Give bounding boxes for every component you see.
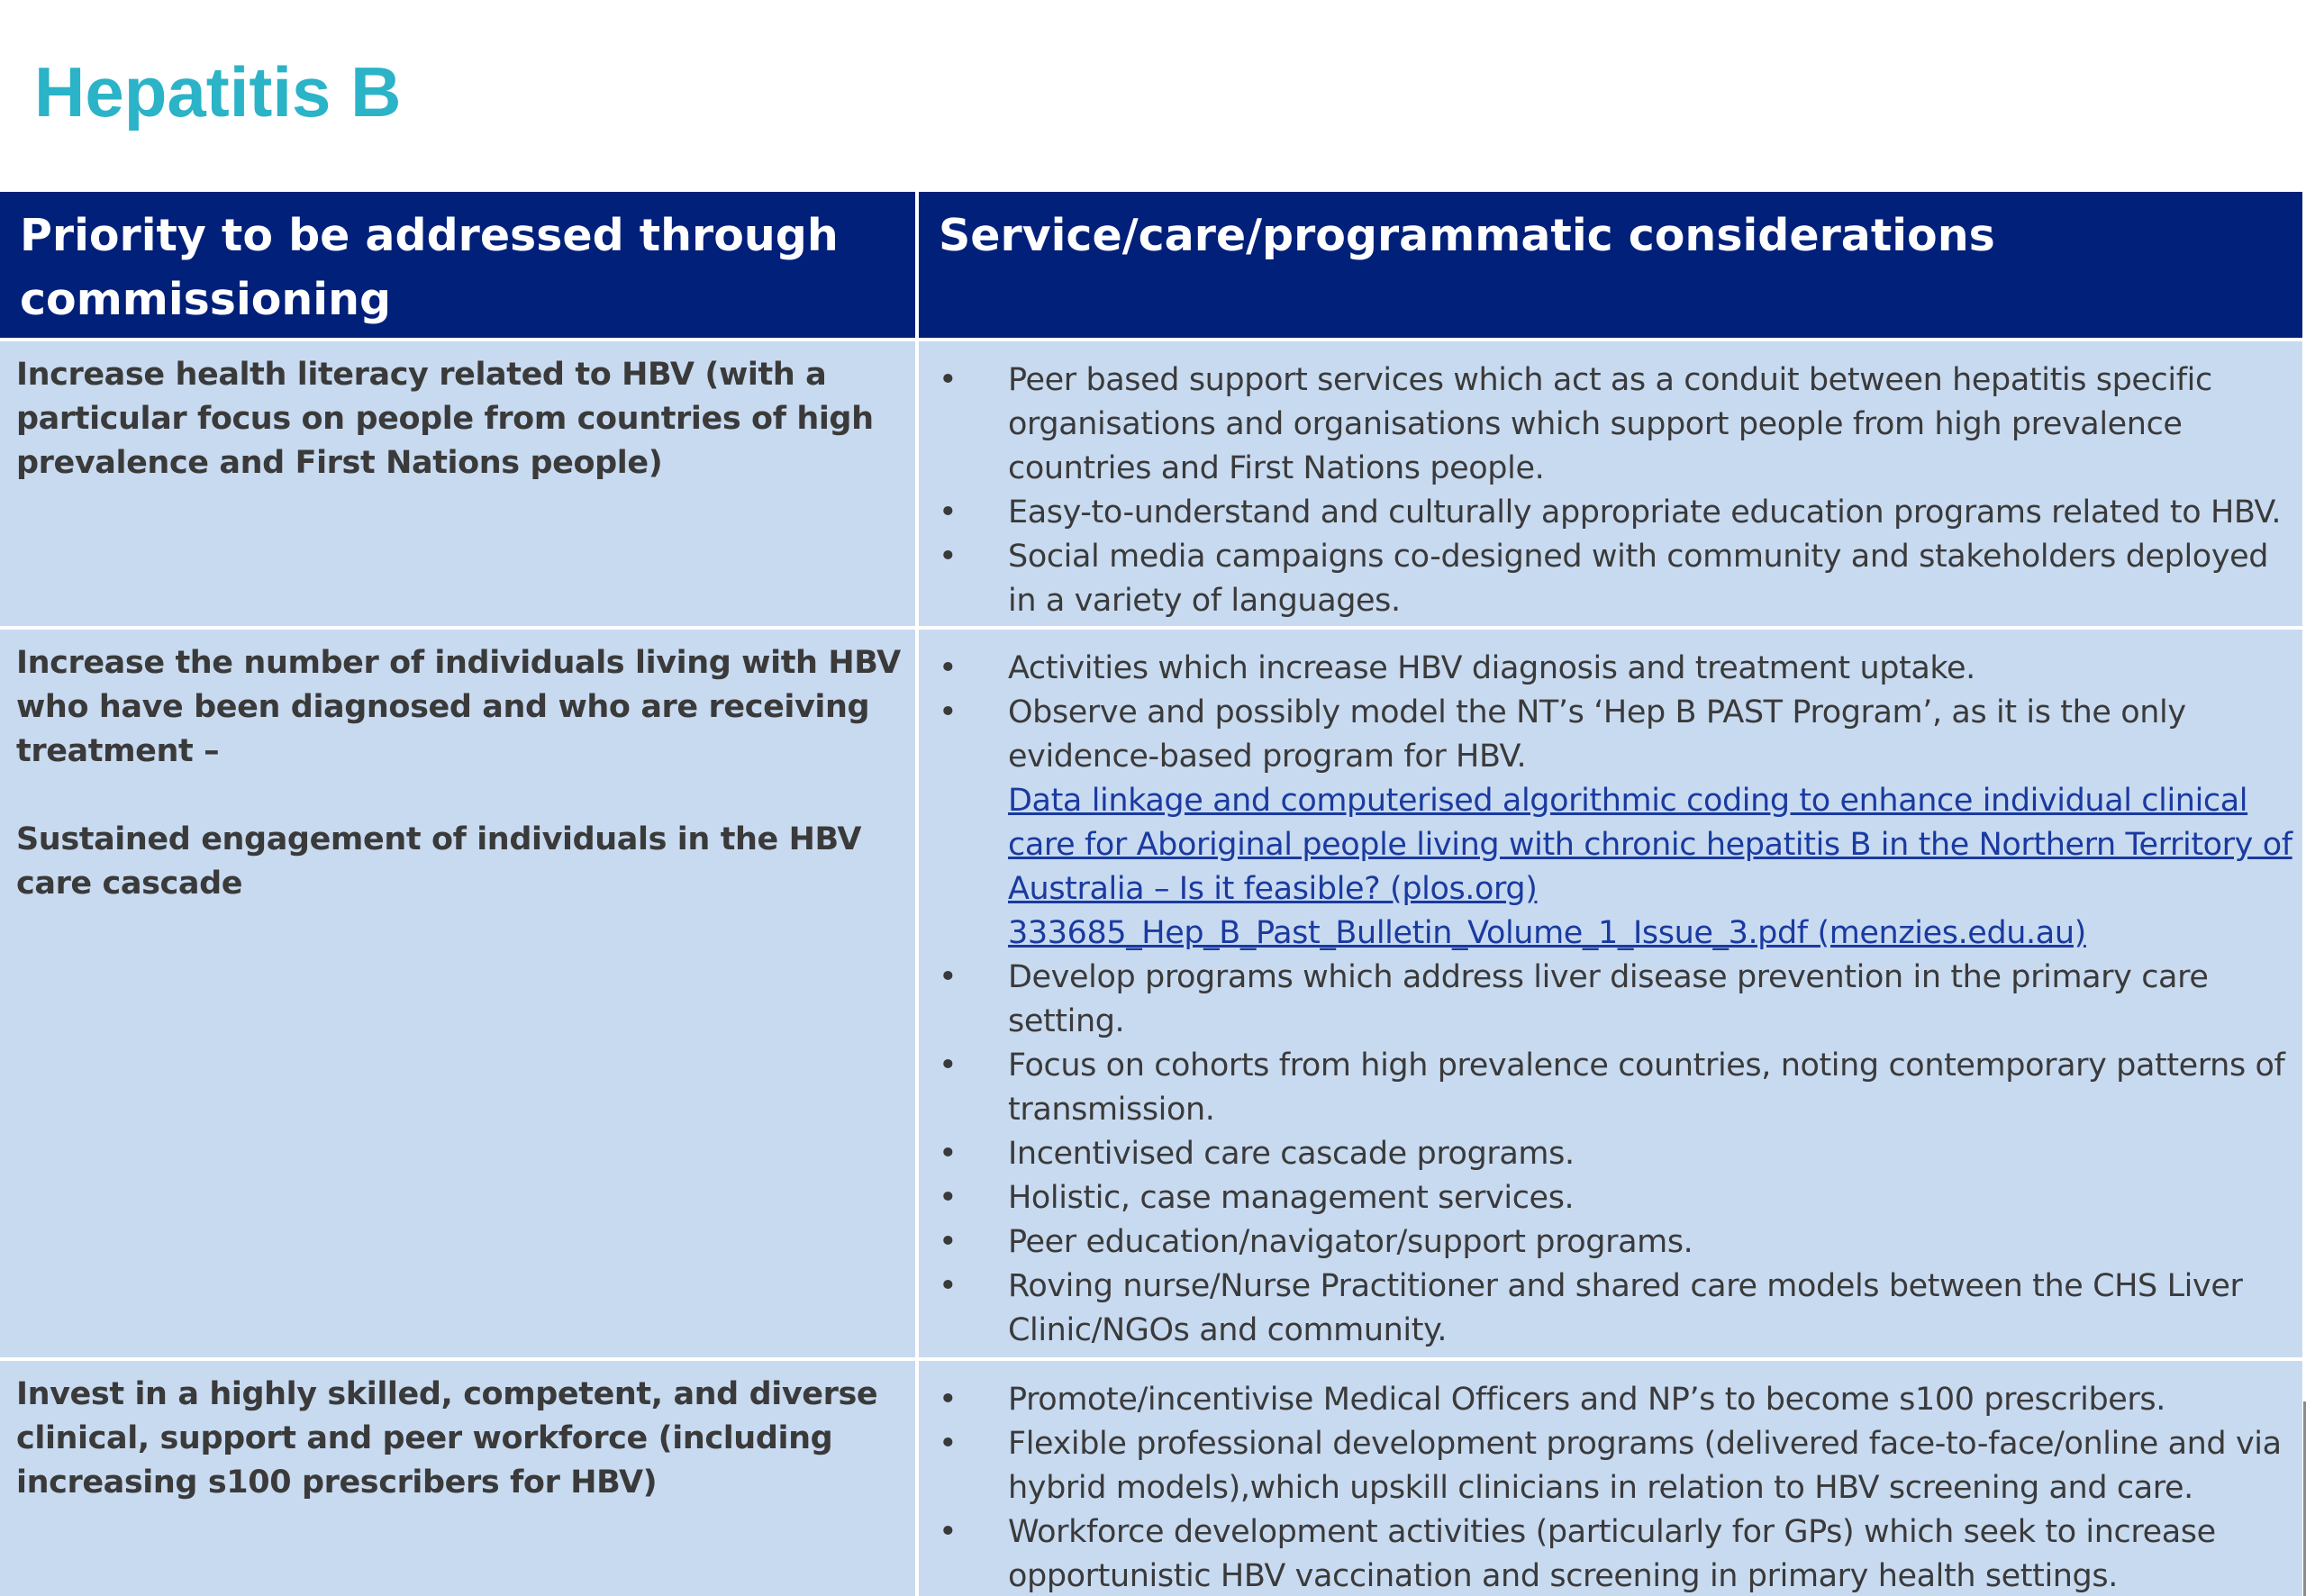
bullet-icon: • [939,1047,958,1084]
list-item [919,1510,2293,1596]
bullet-icon: • [939,1180,958,1216]
list-item-text: Flexible professional development programs (delivered face-to-face/online and via hybrid models),which upskill clinicians in relation to HBV screening and care. [1008,1426,2282,1506]
list-item-text: Social media campaigns co-designed with community and stakeholders deployed in a variety of languages. [1008,539,2269,619]
priority-cell-workforce [0,1361,915,1596]
list-item-text: Activities which increase HBV diagnosis and treatment uptake. [1008,650,1975,686]
bullet-icon: • [939,539,958,575]
bullet-icon: • [939,1224,958,1260]
bullet-icon: • [939,959,958,995]
considerations-cell-health-literacy [919,341,2302,626]
bullet-icon: • [939,362,958,398]
list-item [919,1176,2293,1220]
list-item [919,1265,2293,1353]
list-item [919,358,2293,491]
bullet-icon: • [939,1382,958,1418]
list-item-text: Peer education/navigator/support programs. [1008,1224,1693,1260]
list-item [919,691,2293,779]
priorities-table [0,192,2302,1596]
bullet-icon: • [939,1268,958,1304]
bullet-icon: • [939,1136,958,1172]
list-item [919,491,2293,535]
column-header-considerations: Service/care/programmatic considerations [919,192,2302,338]
list-item-text: Observe and possibly model the NT’s ‘Hep B PAST Program’, as it is the only evidence-based program for HBV. [1008,694,2186,775]
list-item-text: Peer based support services which act as a conduit between hepatitis specific organisations and organisations which support people from high prevalence countries and First Nations people. [1008,362,2212,486]
list-item [919,1044,2293,1132]
bullet-icon: • [939,650,958,686]
list-item-text: Easy-to-understand and culturally appropriate education programs related to HBV. [1008,494,2282,530]
priority-text: Increase health literacy related to HBV (with a particular focus on people from countries of high prevalence and First Nations people) [16,357,874,481]
list-item-text: Promote/incentivise Medical Officers and NP’s to become s100 prescribers. [1008,1382,2165,1418]
list-item [919,1378,2293,1422]
list-item [919,1132,2293,1176]
list-item [919,647,2293,691]
bullet-icon: • [939,694,958,730]
considerations-list [919,1378,2293,1596]
priority-cell-diagnosis-treatment [0,630,915,1357]
priority-text: Increase the number of individuals living with HBV who have been diagnosed and who are receiving treatment – [16,645,901,769]
bullet-icon: • [939,1426,958,1462]
list-item-text: Develop programs which address liver disease prevention in the primary care setting. [1008,959,2209,1039]
bullet-icon: • [939,1514,958,1550]
list-item-text: Incentivised care cascade programs. [1008,1136,1575,1172]
considerations-list [919,358,2293,623]
plos-article-link[interactable]: Data linkage and computerised algorithmic coding to enhance individual clinical care for Aboriginal people living with chronic hepatitis B in the Northern Territory of Australia – Is it feasible? (plos.org) [1008,783,2292,907]
list-item [919,1220,2293,1265]
considerations-cell-diagnosis-treatment [919,630,2302,1357]
priority-text: Invest in a highly skilled, competent, and diverse clinical, support and peer workforce (including increasing s100 prescribers for HBV) [16,1376,878,1501]
considerations-list [919,956,2293,1353]
list-item [919,535,2293,623]
page-title: Hepatitis B [34,52,402,131]
considerations-list [919,647,2293,779]
list-item [919,1422,2293,1510]
bullet-icon: • [939,494,958,530]
list-item-text: Workforce development activities (particularly for GPs) which seek to increase opportunistic HBV vaccination and screening in primary health settings. [1008,1514,2216,1594]
list-item-text: Holistic, case management services. [1008,1180,1575,1216]
priority-cell-health-literacy [0,341,915,626]
menzies-bulletin-link[interactable]: 333685_Hep_B_Past_Bulletin_Volume_1_Issue_3.pdf (menzies.edu.au) [1008,915,2086,951]
list-item-text: Focus on cohorts from high prevalence countries, noting contemporary patterns of transmission. [1008,1047,2285,1128]
list-item-text: Roving nurse/Nurse Practitioner and shared care models between the CHS Liver Clinic/NGOs and community. [1008,1268,2243,1348]
list-item [919,956,2293,1044]
priority-text: Sustained engagement of individuals in the HBV care cascade [16,821,862,902]
considerations-cell-workforce [919,1361,2302,1596]
column-header-priority: Priority to be addressed through commissioning [0,192,915,338]
